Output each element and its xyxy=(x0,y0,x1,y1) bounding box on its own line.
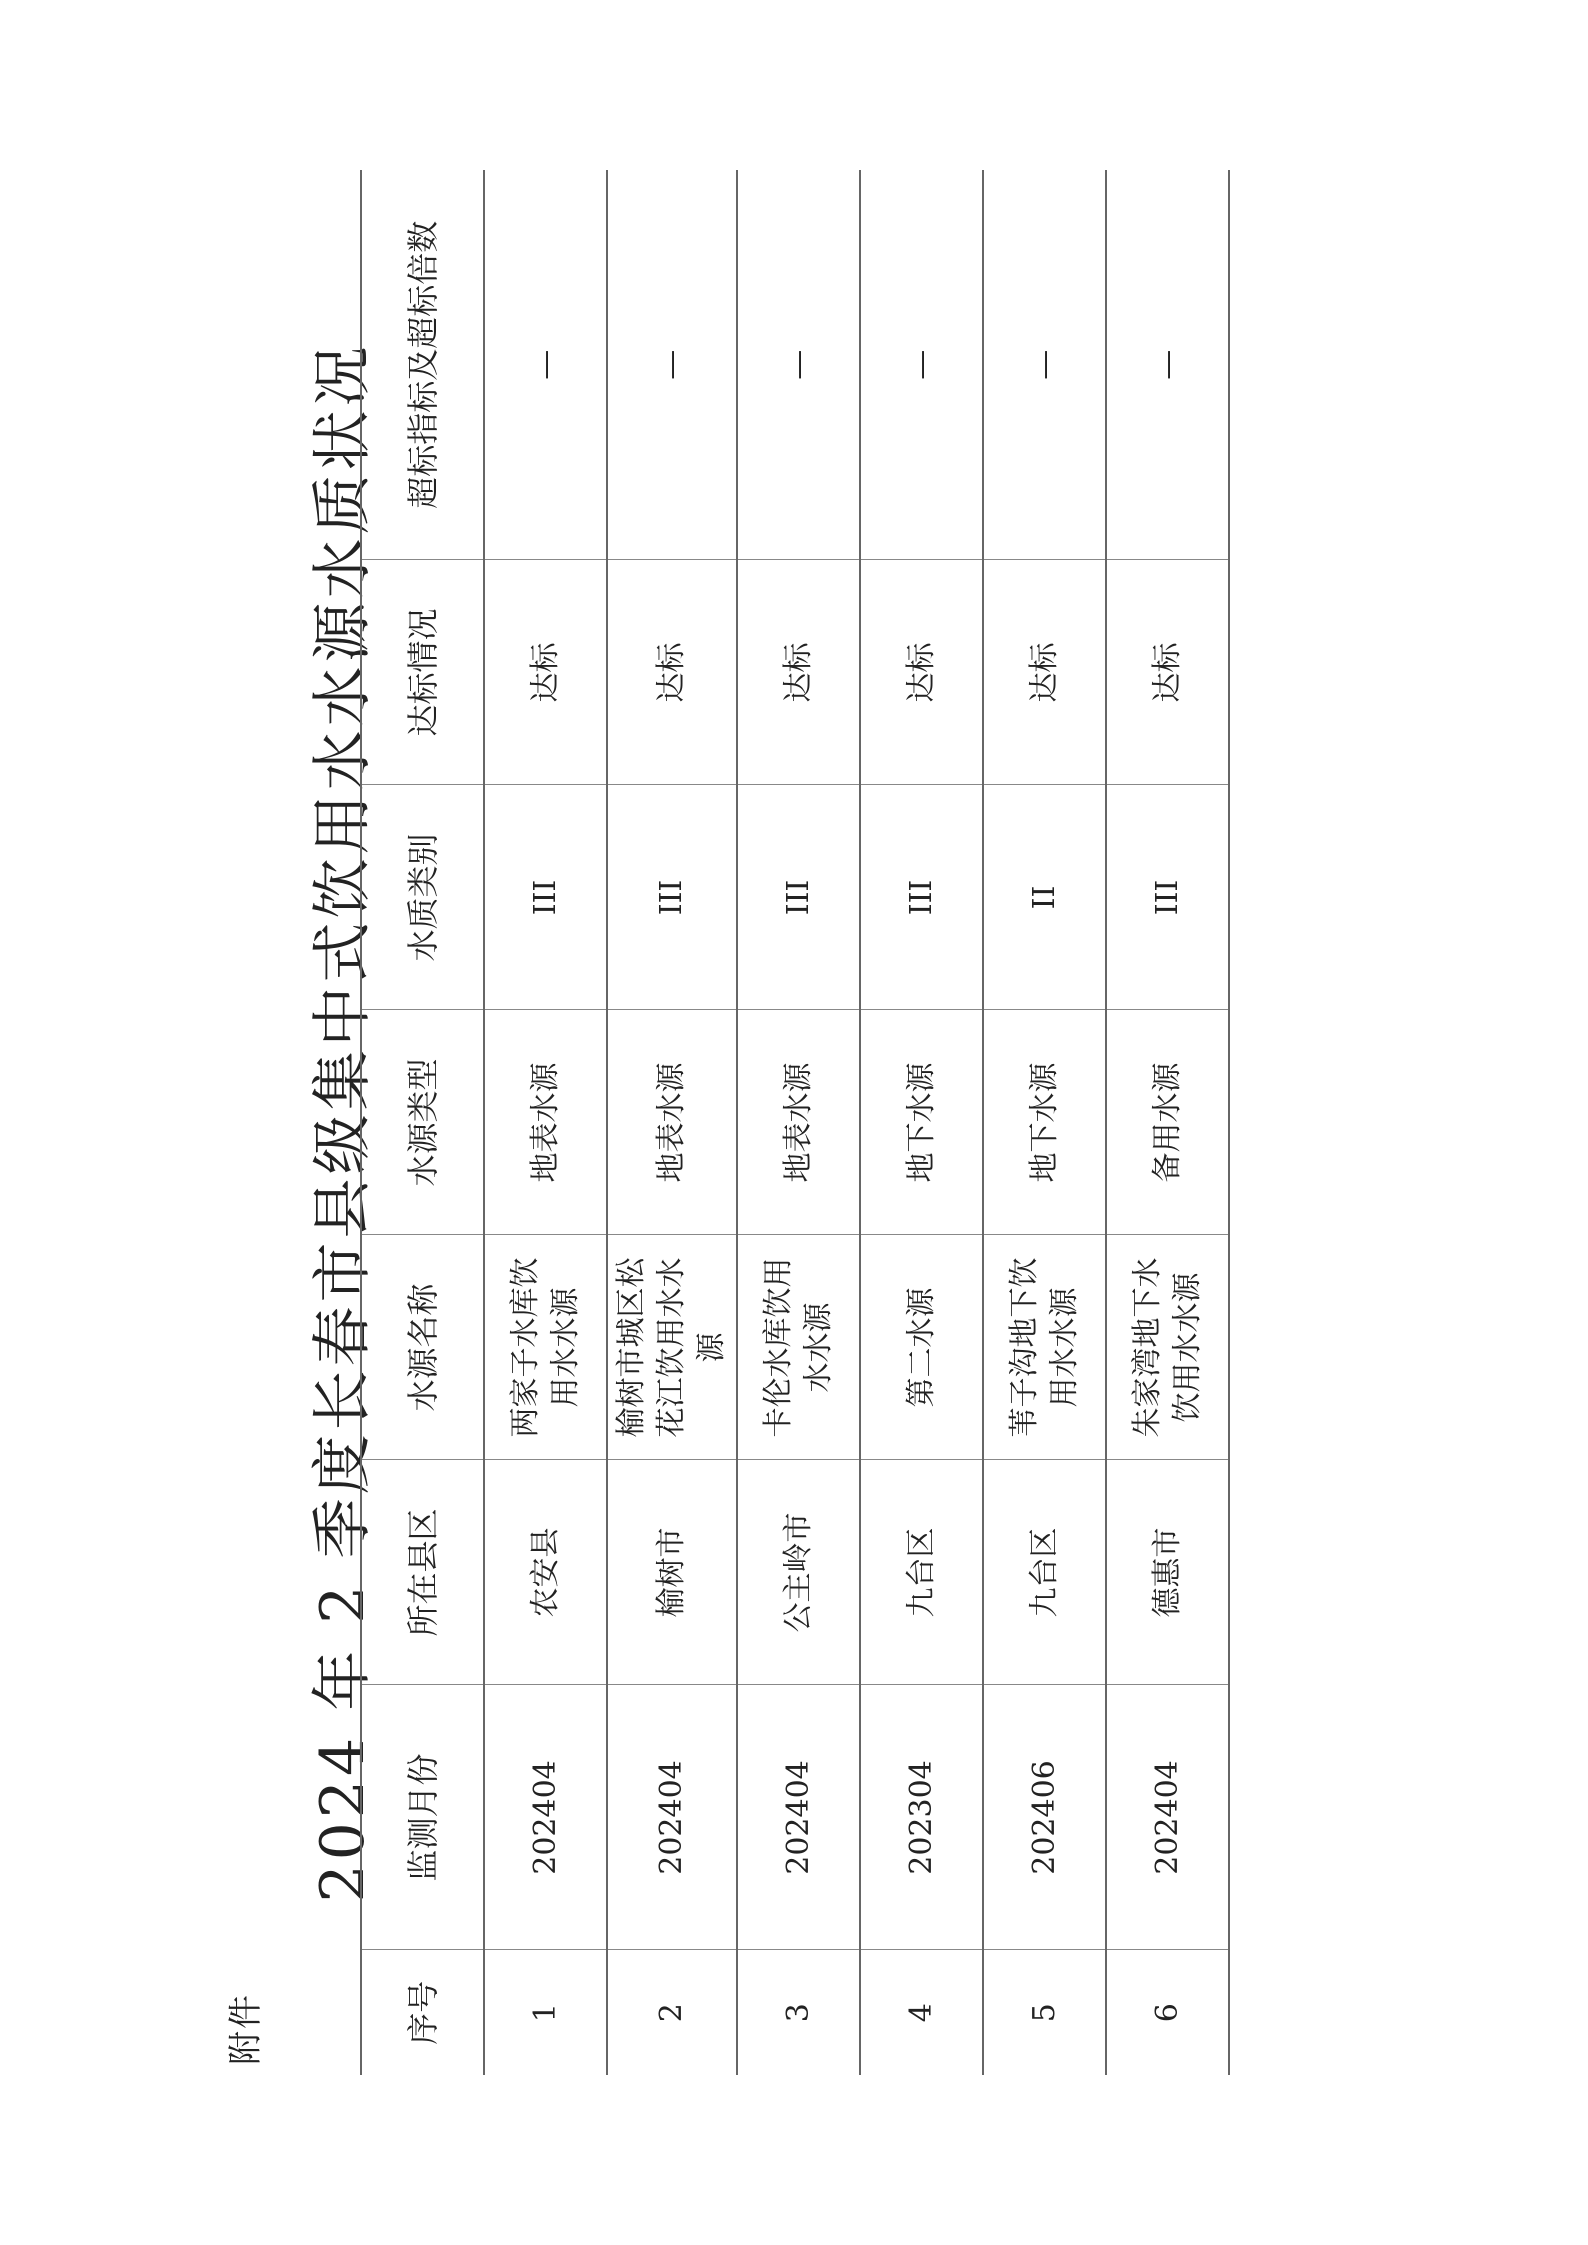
cell-source-type: 地表水源 xyxy=(484,1010,607,1235)
table-row xyxy=(607,170,737,2075)
cell-month: 202304 xyxy=(860,1685,983,1950)
cell-water-class: III xyxy=(860,785,983,1010)
cell-source-name: 两家子水库饮用水水源 xyxy=(484,1235,607,1460)
cell-status: 达标 xyxy=(607,560,737,785)
cell-county: 九台区 xyxy=(983,1460,1106,1685)
cell-exceed xyxy=(737,170,860,560)
cell-source-type: 地表水源 xyxy=(737,1010,860,1235)
cell-county: 榆树市 xyxy=(607,1460,737,1685)
cell-county: 九台区 xyxy=(860,1460,983,1685)
cell-source-type: 地下水源 xyxy=(860,1010,983,1235)
cell-source-name: 卡伦水库饮用水水源 xyxy=(737,1235,860,1460)
header-source-type: 水源类型 xyxy=(361,1010,484,1235)
cell-county: 公主岭市 xyxy=(737,1460,860,1685)
cell-month: 202404 xyxy=(484,1685,607,1950)
cell-no: 6 xyxy=(1106,1950,1229,2075)
cell-source-name: 榆树市城区松花江饮用水水源 xyxy=(607,1235,737,1460)
attachment-label: 附件 xyxy=(226,1993,266,2065)
header-status: 达标情况 xyxy=(361,560,484,785)
cell-source-name: 第二水源 xyxy=(860,1235,983,1460)
header-no: 序号 xyxy=(361,1950,484,2075)
exceed-value: — xyxy=(1026,349,1062,380)
header-exceed: 超标指标及超标倍数 xyxy=(361,170,484,560)
cell-status: 达标 xyxy=(983,560,1106,785)
cell-water-class: II xyxy=(983,785,1106,1010)
cell-no: 4 xyxy=(860,1950,983,2075)
cell-water-class: III xyxy=(484,785,607,1010)
cell-no: 2 xyxy=(607,1950,737,2075)
table-row xyxy=(860,170,983,2075)
table-row xyxy=(484,170,607,2075)
table-header-row xyxy=(361,170,484,2075)
table-row xyxy=(737,170,860,2075)
table-row xyxy=(1106,170,1229,2075)
cell-source-name: 朱家湾地下水饮用水水源 xyxy=(1106,1235,1229,1460)
exceed-value: — xyxy=(527,349,563,380)
exceed-value: — xyxy=(1149,349,1185,380)
cell-exceed xyxy=(983,170,1106,560)
cell-status: 达标 xyxy=(737,560,860,785)
header-county: 所在县区 xyxy=(361,1460,484,1685)
cell-source-name: 苇子沟地下饮用水水源 xyxy=(983,1235,1106,1460)
cell-no: 5 xyxy=(983,1950,1106,2075)
cell-water-class: III xyxy=(607,785,737,1010)
cell-water-class: III xyxy=(737,785,860,1010)
cell-source-type: 地下水源 xyxy=(983,1010,1106,1235)
cell-water-class: III xyxy=(1106,785,1229,1010)
water-quality-table-wrap xyxy=(360,170,1230,2075)
exceed-value: — xyxy=(654,349,689,380)
header-water-class: 水质类别 xyxy=(361,785,484,1010)
cell-status: 达标 xyxy=(484,560,607,785)
water-quality-table xyxy=(360,170,1230,2075)
cell-month: 202406 xyxy=(983,1685,1106,1950)
cell-county: 德惠市 xyxy=(1106,1460,1229,1685)
exceed-value: — xyxy=(780,349,816,380)
page-title: 2024 年 2 季度长春市县级集中式饮用水水源水质状况 xyxy=(308,342,378,1903)
cell-no: 3 xyxy=(737,1950,860,2075)
cell-month: 202404 xyxy=(737,1685,860,1950)
cell-status: 达标 xyxy=(1106,560,1229,785)
cell-no: 1 xyxy=(484,1950,607,2075)
cell-county: 农安县 xyxy=(484,1460,607,1685)
cell-status: 达标 xyxy=(860,560,983,785)
cell-source-type: 地表水源 xyxy=(607,1010,737,1235)
cell-month: 202404 xyxy=(607,1685,737,1950)
exceed-value: — xyxy=(903,349,939,380)
cell-exceed xyxy=(1106,170,1229,560)
cell-exceed xyxy=(484,170,607,560)
header-source-name: 水源名称 xyxy=(361,1235,484,1460)
cell-source-type: 备用水源 xyxy=(1106,1010,1229,1235)
cell-month: 202404 xyxy=(1106,1685,1229,1950)
cell-exceed xyxy=(860,170,983,560)
header-month: 监测月份 xyxy=(361,1685,484,1950)
table-row xyxy=(983,170,1106,2075)
cell-exceed xyxy=(607,170,737,560)
